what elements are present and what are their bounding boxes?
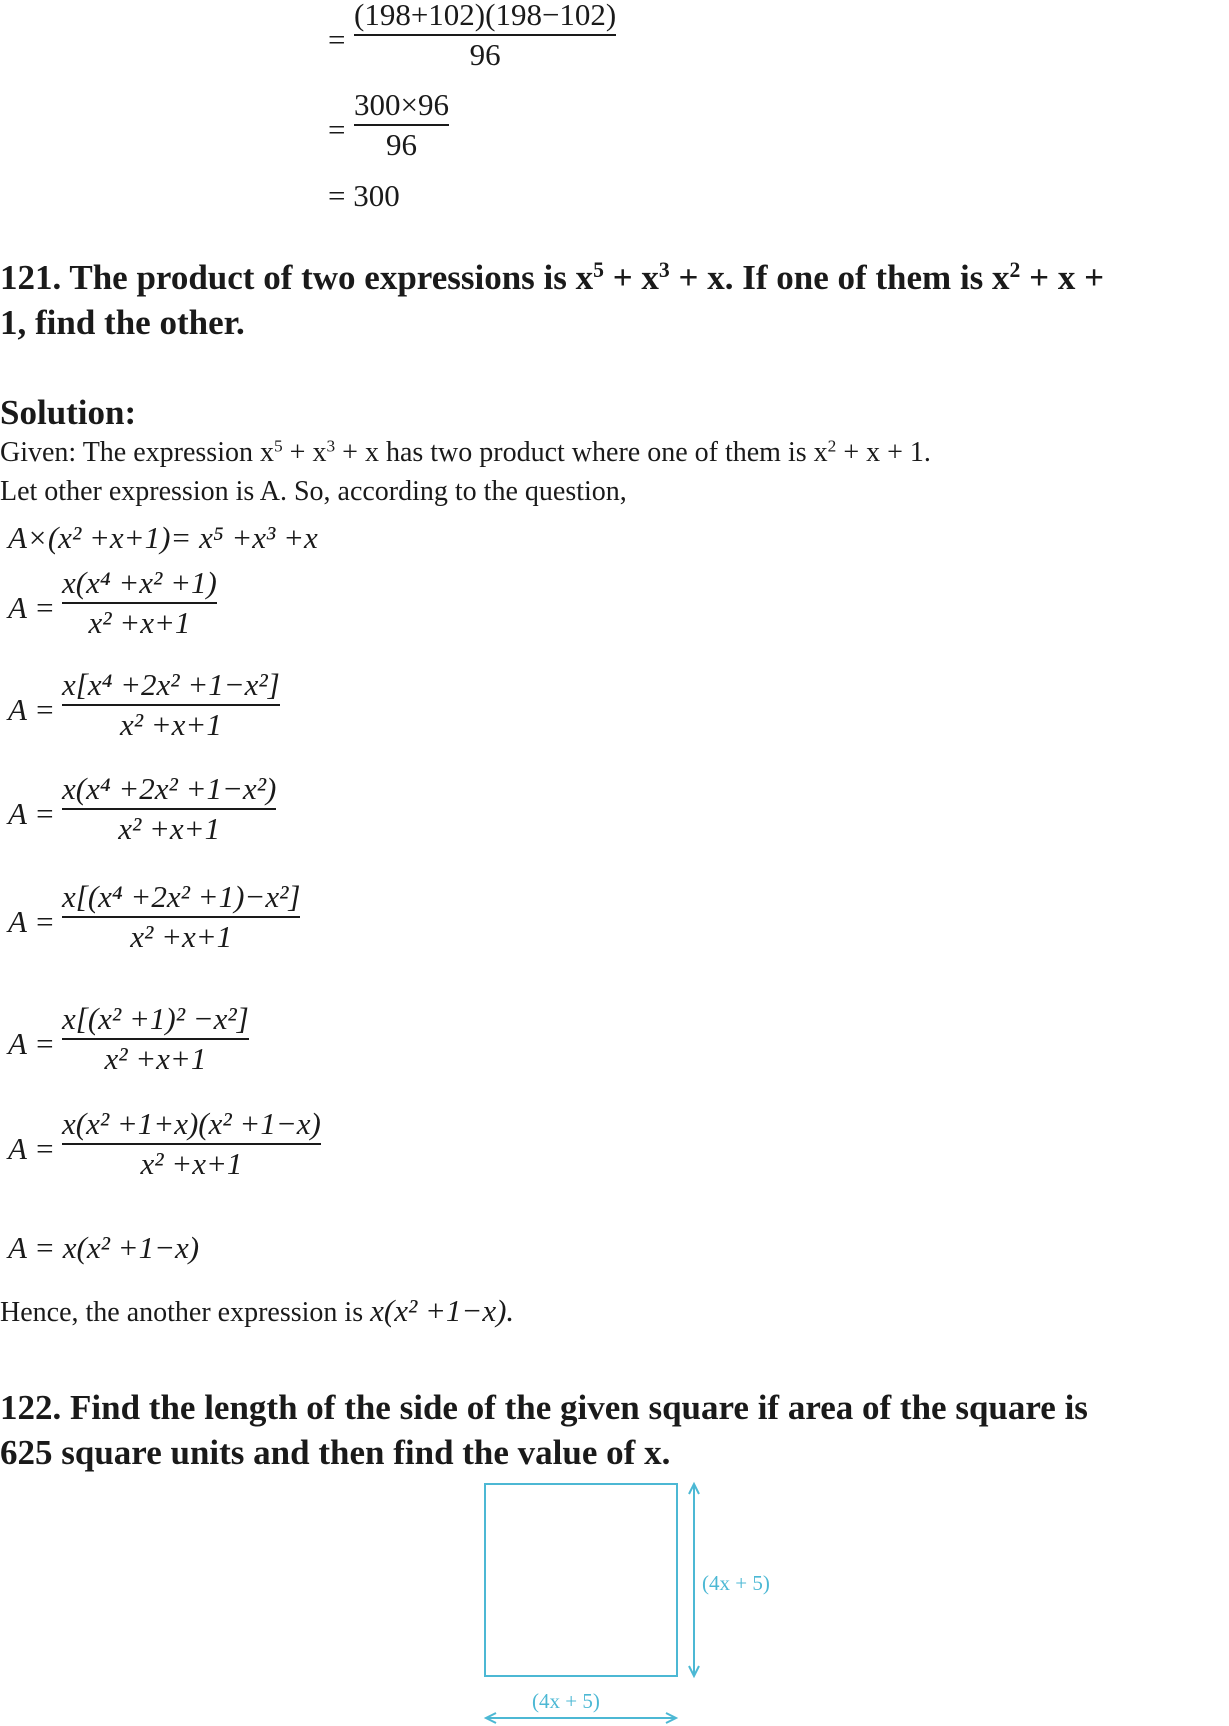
equals-sign: = [328, 22, 346, 57]
step-lhs: A = [8, 904, 56, 939]
given-text: + x has two product where one of them is x [335, 437, 828, 468]
intro-fraction-1 [354, 0, 616, 74]
equation-setup: A×(x² +x+1)= x⁵ +x³ +x [8, 520, 318, 555]
exponent: 3 [658, 258, 670, 283]
question-text: + x. If one of them is x [669, 258, 1010, 297]
final-equation: A = x(x² +1−x) [8, 1230, 200, 1265]
step-fraction [62, 1105, 321, 1183]
question-text: + x + [1020, 258, 1105, 297]
step-fraction [62, 666, 280, 744]
square-figure [470, 1478, 810, 1726]
exponent: 2 [827, 436, 837, 456]
intro-fraction-2-numerator: 300×96 [354, 87, 449, 122]
intro-fraction-2-denominator: 96 [385, 127, 417, 162]
intro-fraction-2 [354, 86, 449, 164]
exponent: 3 [326, 436, 336, 456]
question-number: 121. [0, 258, 62, 297]
step-fraction [62, 1000, 249, 1078]
exponent: 2 [1009, 258, 1021, 283]
step-denominator: x² +x+1 [88, 605, 191, 640]
step-lhs: A = [8, 796, 56, 831]
solution-let-line: Let other expression is A. So, according to the question, [0, 476, 627, 507]
step-denominator: x² +x+1 [119, 707, 222, 742]
step-numerator: x[x⁴ +2x² +1−x²] [62, 667, 280, 702]
step-lhs: A = [8, 692, 56, 727]
conclusion-line [0, 1293, 514, 1331]
side-label-right: (4x + 5) [702, 1571, 770, 1595]
solution-given-line [0, 435, 931, 471]
step-numerator: x(x² +1+x)(x² +1−x) [62, 1106, 321, 1141]
step-numerator: x[(x² +1)² −x²] [62, 1001, 249, 1036]
exponent: 5 [593, 258, 604, 283]
question-122-line-2: 625 square units and then find the value of x. [0, 1433, 671, 1472]
step-denominator: x² +x+1 [118, 811, 221, 846]
step-numerator: x(x⁴ +2x² +1−x²) [62, 771, 277, 806]
step-numerator: x[(x⁴ +2x² +1)−x²] [62, 879, 301, 914]
solution-heading: Solution: [0, 393, 137, 432]
given-text: + x [282, 437, 327, 468]
intro-fraction-1-denominator: 96 [469, 37, 501, 72]
conclusion-text: Hence, the another expression is [0, 1297, 371, 1328]
step-denominator: x² +x+1 [104, 1041, 207, 1076]
step-fraction [62, 878, 300, 956]
question-121-line-2: 1, find the other. [0, 303, 245, 342]
step-numerator: x(x⁴ +x² +1) [62, 565, 217, 600]
step-denominator: x² +x+1 [130, 919, 233, 954]
step-fraction [62, 770, 276, 848]
step-denominator: x² +x+1 [140, 1146, 243, 1181]
step-fraction [62, 564, 217, 642]
question-text: The product of two expressions is x [61, 258, 594, 297]
intro-result: = 300 [328, 178, 400, 213]
intro-fraction-1-numerator: (198+102)(198−102) [354, 0, 617, 32]
step-lhs: A = [8, 590, 56, 625]
question-text: + x [603, 258, 659, 297]
step-lhs: A = [8, 1131, 56, 1166]
step-lhs: A = [8, 1026, 56, 1061]
side-label-bottom: (4x + 5) [532, 1689, 600, 1713]
given-text: + x + 1. [836, 437, 931, 468]
exponent: 5 [273, 436, 283, 456]
square-outline [485, 1484, 677, 1676]
equals-sign: = [328, 112, 346, 147]
conclusion-expression: x(x² +1−x). [370, 1293, 515, 1328]
question-122-line-1: 122. Find the length of the side of the given square if area of the square is [0, 1388, 1088, 1427]
question-121 [0, 255, 1229, 300]
given-text: Given: The expression x [0, 437, 274, 468]
